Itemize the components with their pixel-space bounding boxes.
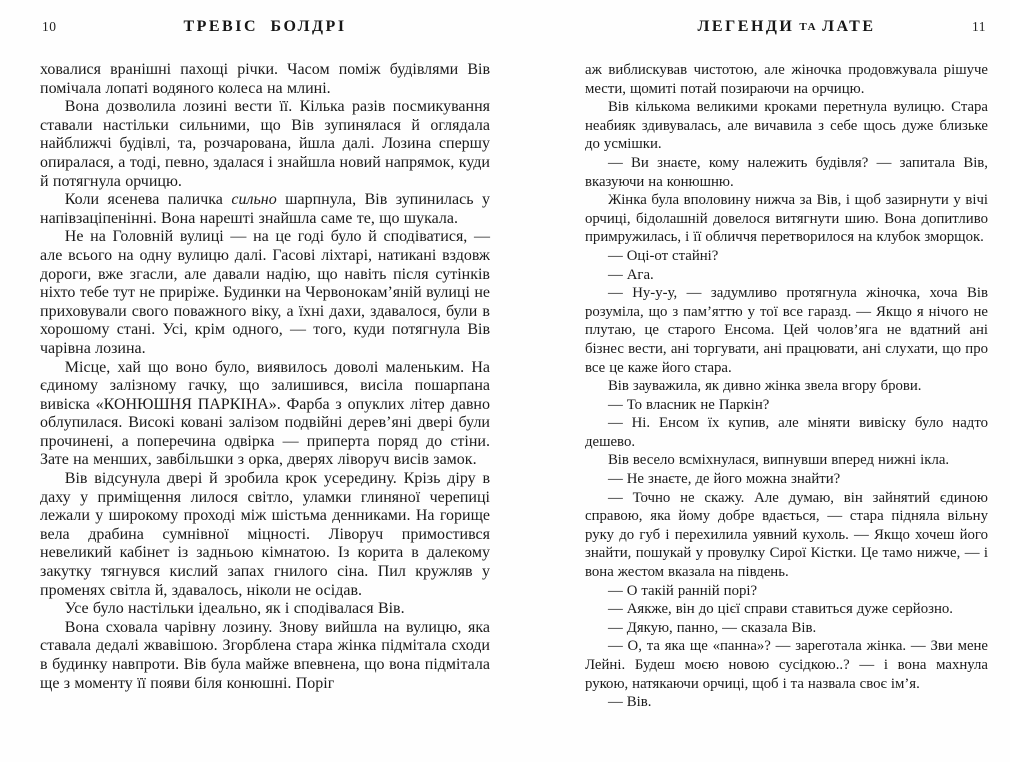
paragraph: Жінка була вполовину нижча за Вів, і щоб зазирнути у вічі орчиці, бідолашній довелося витягнути шию. Вона допитливо примружилась, і її обличчя перетворилося на клубок зморщок. xyxy=(585,192,988,246)
right-running-title xyxy=(698,18,876,35)
dialogue-paragraph: — Дякую, панно, — сказала Вів. xyxy=(607,619,817,636)
dialogue-paragraph: — Ви знаєте, кому належить будівля? — запитала Вів, вказуючи на конюшню. xyxy=(585,154,988,190)
paragraph: Усе було настільки ідеально, як і сподівалася Вів. xyxy=(64,600,405,618)
left-page-body xyxy=(40,61,490,693)
paragraph-text: Коли ясенева паличка xyxy=(64,191,232,209)
italic-word: сильно xyxy=(231,191,277,209)
paragraph: аж виблискував чистотою, але жіночка продовжувала рішуче мести, щомиті потай позираючи на орчицю. xyxy=(585,62,988,97)
title-word: ЛАТЕ xyxy=(822,18,876,35)
left-page-header xyxy=(40,18,490,40)
right-page-number: 11 xyxy=(972,19,986,34)
paragraph: Вона дозволила лозині вести її. Кілька разів посмикування ставали настільки сильними, що Вів зупинялася й оглядала найближчі будівлі, та, розчарована, йшла далі. Лозина спершу опиралася, а тоді, певно, здалася і знайшла новий напрямок, куди й потягнула орчицю. xyxy=(40,98,490,190)
paragraph xyxy=(40,191,490,228)
paragraph: Не на Головній вулиці — на це годі було й сподіватися, — але всього на одну вулицю далі. Гасові ліхтарі, натикані вздовж дороги, вже згасли, але давали надію, що навіть після сутінків ніхто тебе тут не приріже. Будинки на Червонокам’яній вулиці не приховували свого поважного віку, а їхні дахи, здавалося, були в хорошому стані. Усі, крім одного, — того, куди потягнула Вів чарівна лозина. xyxy=(40,228,490,357)
dialogue-paragraph: — Аякже, він до цієї справи ставиться дуже серйозно. xyxy=(607,601,953,618)
dialogue-paragraph: — О такій ранній порі? xyxy=(607,582,758,599)
paragraph: Вона сховала чарівну лозину. Знову вийшла на вулицю, яка ставала дедалі жвавішою. Згорблена стара жінка підмітала сходи в будинку навпроти. Вів була майже впевнена, що вона підмітала ще з моменту її появи біля конюшні. Поріг xyxy=(40,618,490,692)
paragraph: ховалися вранішні пахощі річки. Часом поміж будівлями Вів помічала лопаті водяного колеса на млині. xyxy=(40,61,490,97)
paragraph: Місце, хай що воно було, виявилось доволі маленьким. На єдиному залізному гачку, що залишився, висіла пошарпана вивіска «КОНЮШНЯ ПАРКІНА». Фарба з опуклих літер давно облупилася. Високі ковані залізом подвійні дерев’яні двері були прочинені, а поперечина одвірка — приперта поряд до стіни. Зате на менших, завбільшки з орка, дверях ліворуч висів замок. xyxy=(40,358,490,469)
paragraph: Вів весело всміхнулася, випнувши вперед нижні ікла. xyxy=(607,452,950,469)
dialogue-paragraph: — Ні. Енсом їх купив, але міняти вивіску було надто дешево. xyxy=(585,415,988,450)
paragraph: Вів кількома великими кроками перетнула вулицю. Стара неабияк здивувалась, але вичавила з себе щось дуже близьке до усмішки. xyxy=(585,99,988,153)
left-page-number: 10 xyxy=(42,19,57,34)
dialogue-paragraph: — Точно не скажу. Але думаю, він зайнятий єдиною справою, яка йому добре вдається, — стара підняла вільну руку до губ і перехилила уявний кухоль. — Якщо хочеш його знайти, пошукай у провулку Сирої Кістки. Це тамо нижче, — і вона жестом вказала на південь. xyxy=(585,489,988,581)
dialogue-paragraph: — Ну-у-у, — задумливо протягнула жіночка, хоча Вів розуміла, що з пам’яттю у тої все гаразд. — Якщо я нічого не плутаю, це старого Енсома. Цей чолов’яга не вдатний ані бізнес вести, ані торгувати, ані працювати, ані слухати, що про все це каже його стара. xyxy=(585,285,988,376)
paragraph-text: шарпнула, Вів зупинилась у напівзаціпенінні. Вона нарешті знайшла саме те, що шукала. xyxy=(40,191,490,227)
dialogue-paragraph: — Не знаєте, де його можна знайти? xyxy=(607,471,841,488)
title-connector: ТА xyxy=(799,21,818,33)
dialogue-paragraph: — Оці-от стайні? xyxy=(607,247,719,264)
left-page xyxy=(40,18,490,693)
right-page-body xyxy=(585,61,988,712)
dialogue-paragraph: — То власник не Паркін? xyxy=(607,396,770,413)
dialogue-paragraph: — О, та яка ще «панна»? — зареготала жінка. — Зви мене Лейні. Будеш моєю новою сусідкою..? — і вона махнула рукою, натякаючи орчиці, щоб і та назвала своє ім’я. xyxy=(585,638,988,692)
dialogue-paragraph: — Ага. xyxy=(607,266,654,283)
paragraph: Вів зауважила, як дивно жінка звела вгору брови. xyxy=(607,378,922,395)
right-page-header xyxy=(585,18,988,40)
title-word: ЛЕГЕНДИ xyxy=(697,18,795,35)
dialogue-paragraph: — Вів. xyxy=(607,694,652,711)
right-page xyxy=(585,18,988,712)
paragraph: Вів відсунула двері й зробила крок усередину. Крізь діру в даху у приміщення лилося світло, уламки глиняної черепиці лежали у широкому проході між шістьма денниками. На горище вела драбина сумнівної міцності. Ліворуч примостився невеликий кабінет із задньою кімнатою. Із корита в далекому закутку тягнувся кислий запах гнилого сіна. Пил кружляв у променях світла й, здавалось, ніколи не осідав. xyxy=(40,470,490,599)
left-running-title: ТРЕВІС БОЛДРІ xyxy=(183,18,347,35)
